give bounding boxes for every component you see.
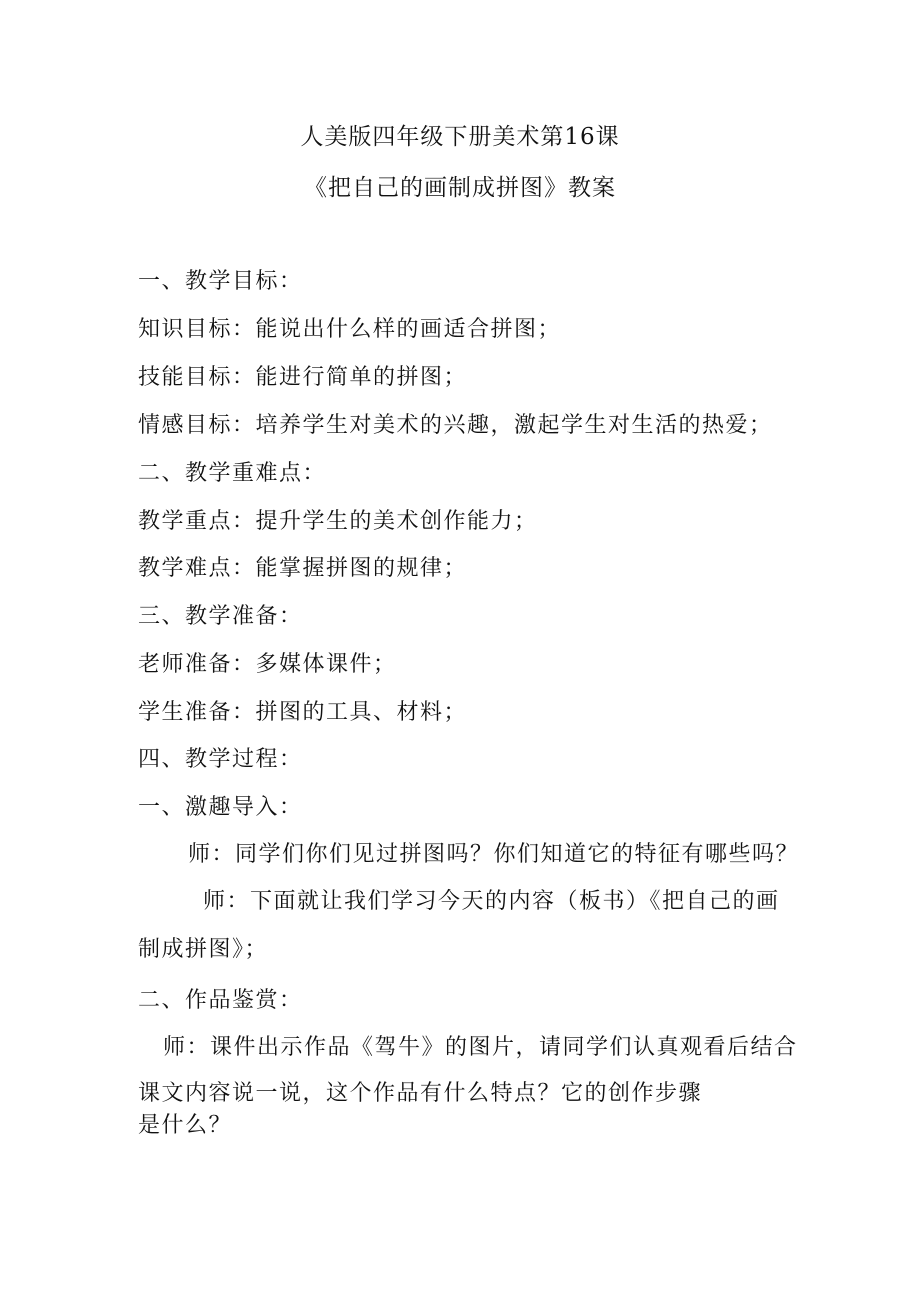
document-title-line1: 人美版四年级下册美术第16课 — [300, 124, 620, 150]
paragraph-appreciation-2: 课文内容说一说，这个作品有什么特点？它的创作步骤 — [138, 1081, 703, 1106]
paragraph-student-preparation: 学生准备：拼图的工具、材料； — [138, 700, 468, 725]
paragraph-appreciation-3: 是什么？ — [138, 1113, 233, 1138]
subheading-appreciation: 二、作品鉴赏： — [138, 988, 303, 1013]
section-heading-objectives: 一、教学目标： — [138, 269, 303, 294]
paragraph-skill-objective: 技能目标：能进行简单的拼图； — [138, 365, 468, 390]
paragraph-difficult-point: 教学难点：能掌握拼图的规律； — [138, 556, 468, 581]
paragraph-teacher-preparation: 老师准备：多媒体课件； — [138, 652, 397, 677]
section-heading-preparation: 三、教学准备： — [138, 604, 303, 629]
paragraph-emotion-objective: 情感目标：培养学生对美术的兴趣，激起学生对生活的热爱； — [138, 413, 773, 438]
paragraph-teacher-intro: 师：下面就让我们学习今天的内容（板书）《把自己的画 — [203, 889, 780, 914]
paragraph-teacher-question: 师：同学们你们见过拼图吗？你们知道它的特征有哪些吗？ — [188, 842, 800, 867]
section-heading-key-points: 二、教学重难点： — [138, 461, 327, 486]
paragraph-knowledge-objective: 知识目标：能说出什么样的画适合拼图； — [138, 317, 562, 342]
subheading-introduction: 一、激趣导入： — [138, 795, 303, 820]
paragraph-appreciation-1: 师：课件出示作品《驾牛》的图片，请同学们认真观看后结合 — [163, 1035, 798, 1060]
paragraph-teacher-intro-cont: 制成拼图》； — [138, 937, 269, 962]
section-heading-process: 四、教学过程： — [138, 747, 303, 772]
document-title-line2: 《把自己的画制成拼图》教案 — [304, 175, 616, 201]
paragraph-key-point: 教学重点：提升学生的美术创作能力； — [138, 509, 538, 534]
